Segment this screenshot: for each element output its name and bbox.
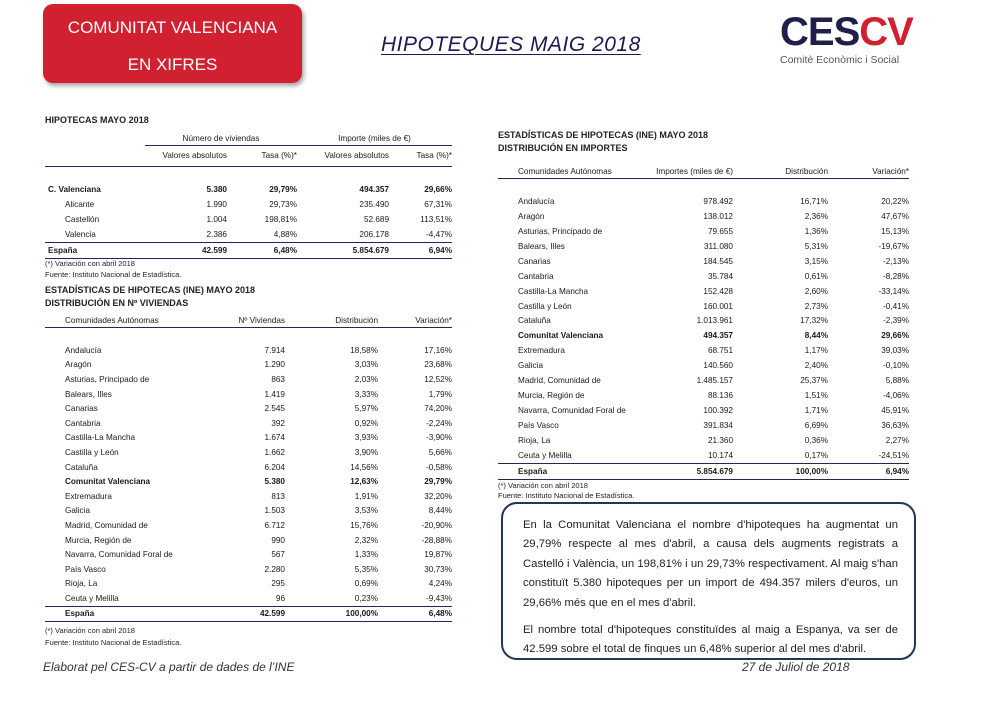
region-change: 15,13% [881, 226, 909, 236]
region-share: 3,03% [354, 360, 378, 370]
region-change: 36,63% [881, 421, 909, 431]
region-name: Aragón [65, 360, 92, 370]
region-change: 5,88% [885, 376, 909, 386]
region-name: Canarias [65, 404, 98, 414]
region-share: 14,56% [350, 462, 378, 472]
region-name: Comunitat Valenciana [518, 331, 604, 341]
table-row [45, 533, 452, 548]
region-name: Murcia, Región de [518, 391, 585, 401]
region-name: Comunitat Valenciana [65, 477, 151, 487]
region-value: 79.655 [707, 226, 733, 236]
region-name: Madrid, Comunidad de [65, 520, 148, 530]
table-row [45, 606, 452, 622]
region-change: -28,88% [421, 535, 452, 545]
table-row [45, 577, 452, 592]
region-name: Rioja, La [518, 435, 551, 445]
table-row [45, 431, 452, 446]
region-name: Castilla y León [518, 301, 572, 311]
table3-source: Fuente: Instituto Nacional de Estadística. [498, 491, 635, 500]
region-change: -2,13% [883, 256, 909, 266]
region-value: 68.751 [707, 346, 733, 356]
region-share: 0,36% [804, 435, 828, 445]
region-value: 1.013.961 [696, 316, 733, 326]
table3-header [498, 164, 909, 179]
table-row [45, 504, 452, 519]
region-value: 160.001 [703, 301, 733, 311]
region-change: 4,24% [428, 579, 452, 589]
region-change: -19,67% [878, 241, 909, 251]
region-share: 25,37% [800, 376, 828, 386]
region-value: 1.674 [264, 433, 285, 443]
footer-date: 27 de Juliol de 2018 [742, 660, 850, 674]
region-change: 23,68% [424, 360, 452, 370]
region-name: Castilla-La Mancha [65, 433, 136, 443]
region-change: -2,24% [426, 418, 452, 428]
region-value: 42.599 [195, 606, 285, 622]
summary-textbox [501, 502, 916, 660]
region-change: 74,20% [424, 404, 452, 414]
col-tasa: Tasa (%)* [389, 146, 452, 167]
region-value: 863 [271, 374, 285, 384]
region-value: 10.174 [707, 450, 733, 460]
region-name: Ceuta y Melilla [65, 593, 119, 603]
table-row [45, 387, 452, 402]
region-change: -24,51% [878, 450, 909, 460]
region-change: 32,20% [424, 491, 452, 501]
region-name: Extremadura [518, 346, 565, 356]
region-name: Navarra, Comunidad Foral de [65, 550, 173, 560]
region-share: 0,61% [804, 271, 828, 281]
col-variacion: Variación* [378, 313, 452, 328]
table-row [498, 209, 909, 224]
region-share: 3,90% [354, 447, 378, 457]
hipotecas-mayo-table [45, 131, 452, 259]
table-row [45, 591, 452, 606]
region-share: 6,69% [804, 421, 828, 431]
region-value: 6.712 [264, 520, 285, 530]
col-tasa: Tasa (%)* [227, 146, 297, 167]
region-share: 3,33% [354, 389, 378, 399]
table-row [45, 416, 452, 431]
region-value: 5.854.679 [638, 463, 733, 479]
region-name: España [498, 463, 638, 479]
table1-note: (*) Variación con abril 2018 [45, 259, 135, 268]
region-value: 391.834 [703, 421, 733, 431]
region-share: 17,32% [800, 316, 828, 326]
region-name: Cataluña [518, 316, 551, 326]
region-value: 1.503 [264, 506, 285, 516]
region-value: 88.136 [707, 391, 733, 401]
col-viviendas: Nº Viviendas [195, 313, 285, 328]
table-row: Castellón 1.004 198,81% 52.689 113,51% [65, 214, 452, 224]
header-banner [43, 4, 302, 83]
col-valores-absolutos: Valores absolutos [145, 146, 227, 167]
logo-mark-cv: CV [859, 10, 913, 54]
logo-mark-ces: CES [780, 10, 860, 54]
region-change: -33,14% [878, 286, 909, 296]
region-share: 18,58% [350, 345, 378, 355]
region-name: País Vasco [65, 564, 106, 574]
region-name: Asturias, Principado de [518, 226, 603, 236]
table-row [45, 401, 452, 416]
col-comunidades: Comunidades Autónomas [45, 313, 195, 328]
col-valores-absolutos: Valores absolutos [297, 146, 389, 167]
table-row [45, 489, 452, 504]
table3-title: ESTADÍSTICAS DE HIPOTECAS (INE) MAYO 2018 [498, 130, 709, 140]
region-name: Extremadura [65, 491, 112, 501]
region-name: Ceuta y Melilla [518, 450, 572, 460]
table2-source: Fuente: Instituto Nacional de Estadística. [45, 638, 182, 647]
region-share: 16,71% [800, 196, 828, 206]
table2-subtitle: DISTRIBUCIÓN EN Nº VIVIENDAS [45, 298, 189, 308]
table-row [498, 269, 909, 284]
region-share: 0,17% [804, 450, 828, 460]
summary-paragraph-2: El nombre total d'hipoteques constituïdes al maig a Espanya, va ser de 42.599 sobre el total de finques un 6,48% superior al del mes d'abril. [523, 624, 898, 656]
table-row [45, 445, 452, 460]
table3-note: (*) Variación con abril 2018 [498, 481, 588, 490]
region-value: 392 [271, 418, 285, 428]
region-value: 138.012 [703, 211, 733, 221]
region-value: 978.492 [703, 196, 733, 206]
region-name: Navarra, Comunidad Foral de [518, 406, 626, 416]
region-value: 2.545 [264, 404, 285, 414]
region-share: 2,73% [804, 301, 828, 311]
region-share: 1,17% [804, 346, 828, 356]
region-name: Aragón [518, 211, 545, 221]
region-name: País Vasco [518, 421, 559, 431]
region-change: 5,66% [428, 447, 452, 457]
region-share: 5,31% [804, 241, 828, 251]
region-share: 2,36% [804, 211, 828, 221]
region-share: 15,76% [350, 520, 378, 530]
region-value: 567 [271, 550, 285, 560]
region-change: 20,22% [881, 196, 909, 206]
table-row [45, 562, 452, 577]
table-row [45, 358, 452, 373]
region-change: 17,16% [424, 345, 452, 355]
table-row: España 42.599 6,48% 5.854.679 6,94% [45, 242, 452, 258]
region-value: 96 [275, 593, 285, 603]
region-value: 2.280 [264, 564, 285, 574]
region-share: 2,60% [804, 286, 828, 296]
region-change: 19,87% [424, 550, 452, 560]
logo-subtitle: Comitè Econòmic i Social [780, 54, 900, 66]
region-name: Andalucía [518, 196, 555, 206]
region-share: 0,69% [354, 579, 378, 589]
region-share: 100,00% [733, 463, 828, 479]
region-name: Cantabria [65, 418, 101, 428]
region-value: 7.914 [264, 345, 285, 355]
region-share: 5,35% [354, 564, 378, 574]
region-share: 1,71% [804, 406, 828, 416]
region-value: 152.428 [703, 286, 733, 296]
header-line-2: EN XIFRES [127, 55, 218, 74]
region-share: 3,15% [804, 256, 828, 266]
region-name: Castilla-La Mancha [518, 286, 589, 296]
region-name: Rioja, La [65, 579, 98, 589]
table-row [498, 239, 909, 254]
region-change: 39,03% [881, 346, 909, 356]
region-value: 1.290 [264, 360, 285, 370]
summary-paragraph-1: En la Comunitat Valenciana el nombre d'hipoteques ha augmentat un 29,79% respecte al mes d'abril, a causa dels augments registrats a Castelló i València, un 198,81% i un 29,73% respectivament. Al maig s'han constituït 5.380 hipoteques per un import de 494.357 milers d'euros, un 29,66% més que en el mes d'abril. [523, 519, 898, 609]
region-value: 311.080 [704, 241, 733, 251]
table-row [498, 418, 909, 433]
region-share: 5,97% [354, 404, 378, 414]
region-name: Canarias [518, 256, 551, 266]
region-value: 1.662 [264, 447, 285, 457]
region-name: Galicia [65, 506, 91, 516]
region-share: 2,32% [354, 535, 378, 545]
region-name: Murcia, Región de [65, 535, 132, 545]
region-change: 1,79% [428, 389, 452, 399]
table2-note: (*) Variación con abril 2018 [45, 626, 135, 635]
col-distribucion: Distribución [733, 164, 828, 179]
region-value: 21.360 [707, 435, 733, 445]
region-change: -8,28% [883, 271, 909, 281]
table-row: C. Valenciana 5.380 29,79% 494.357 29,66% [48, 184, 452, 194]
region-change: 12,52% [424, 374, 452, 384]
cescv-logo [780, 10, 913, 70]
table-row [498, 314, 909, 329]
region-change: 6,48% [378, 606, 452, 622]
group-viviendas: Número de viviendas [145, 131, 297, 146]
region-change: -3,90% [426, 433, 452, 443]
region-value: 990 [271, 535, 285, 545]
table1-group-header [45, 131, 452, 146]
region-change: -0,58% [426, 462, 452, 472]
region-value: 295 [271, 579, 285, 589]
region-value: 6.204 [264, 462, 285, 472]
region-value: 813 [271, 491, 285, 501]
region-share: 0,92% [354, 418, 378, 428]
region-share: 1,36% [804, 226, 828, 236]
table-row [498, 254, 909, 269]
table-row [498, 224, 909, 239]
group-importe: Importe (miles de €) [297, 131, 452, 146]
region-name: Cantabria [518, 271, 554, 281]
table3-subtitle: DISTRIBUCIÓN EN IMPORTES [498, 143, 628, 153]
table-row [45, 518, 452, 533]
region-change: 29,79% [424, 477, 452, 487]
region-change: -2,39% [883, 316, 909, 326]
region-change: -0,41% [883, 301, 909, 311]
table-row [498, 194, 909, 209]
table1-source: Fuente: Instituto Nacional de Estadística. [45, 270, 182, 279]
region-change: 30,73% [424, 564, 452, 574]
region-change: 47,67% [881, 211, 909, 221]
region-share: 3,93% [354, 433, 378, 443]
region-change: -20,90% [421, 520, 452, 530]
table-row: Alicante 1.990 29,73% 235.490 67,31% [65, 199, 452, 209]
region-change: -9,43% [426, 593, 452, 603]
table1-title: HIPOTECAS MAYO 2018 [45, 115, 149, 125]
region-share: 2,03% [354, 374, 378, 384]
region-share: 12,63% [350, 477, 378, 487]
table-row [498, 299, 909, 314]
viviendas-table [45, 313, 452, 622]
region-name: España [45, 606, 195, 622]
region-value: 35.784 [707, 271, 733, 281]
region-value: 140.560 [703, 361, 733, 371]
region-value: 5.380 [264, 477, 285, 487]
region-share: 3,53% [354, 506, 378, 516]
region-name: Galicia [518, 361, 544, 371]
table-row: Valencia 2.386 4,88% 206.178 -4,47% [65, 229, 452, 239]
importes-table [498, 164, 909, 480]
region-name: Balears, Illes [518, 241, 565, 251]
table2-title: ESTADÍSTICAS DE HIPOTECAS (INE) MAYO 2018 [45, 285, 256, 295]
footer-source: Elaborat pel CES-CV a partir de dades de l’INE [43, 660, 295, 674]
region-change: 8,44% [428, 506, 452, 516]
table-row [45, 343, 452, 358]
region-name: Castilla y León [65, 447, 119, 457]
region-value: 1.419 [264, 389, 285, 399]
table1-col-header [45, 146, 452, 167]
region-change: 29,66% [881, 331, 909, 341]
table-row [498, 433, 909, 448]
region-change: -4,06% [883, 391, 909, 401]
table-row [498, 373, 909, 388]
header-line-1: COMUNITAT VALENCIANA [67, 18, 278, 37]
table-row [45, 474, 452, 489]
region-share: 1,91% [354, 491, 378, 501]
table-row [498, 388, 909, 403]
region-share: 8,44% [804, 331, 828, 341]
region-share: 1,33% [354, 550, 378, 560]
region-change: -0,10% [883, 361, 909, 371]
region-change: 45,91% [881, 406, 909, 416]
region-value: 184.545 [703, 256, 733, 266]
region-name: Andalucía [65, 345, 102, 355]
region-change: 2,27% [885, 435, 909, 445]
region-value: 1.485.157 [696, 376, 733, 386]
col-comunidades: Comunidades Autónomas [498, 164, 638, 179]
table2-header [45, 313, 452, 328]
table-row [45, 372, 452, 387]
table-row [498, 448, 909, 463]
table-row [45, 547, 452, 562]
table-row [498, 358, 909, 373]
region-change: 6,94% [828, 463, 909, 479]
table-row [45, 460, 452, 475]
table-row [498, 328, 909, 343]
col-variacion: Variación* [828, 164, 909, 179]
table-row [498, 403, 909, 418]
page-title: HIPOTEQUES MAIG 2018 [381, 33, 641, 56]
region-share: 1,51% [804, 391, 828, 401]
table-row [498, 284, 909, 299]
region-name: Madrid, Comunidad de [518, 376, 601, 386]
region-name: Balears, Illes [65, 389, 112, 399]
region-value: 100.392 [703, 406, 733, 416]
region-name: Cataluña [65, 462, 98, 472]
table-row [498, 343, 909, 358]
region-share: 100,00% [285, 606, 378, 622]
table-row [498, 463, 909, 479]
col-distribucion: Distribución [285, 313, 378, 328]
region-share: 2,40% [804, 361, 828, 371]
region-share: 0,23% [354, 593, 378, 603]
col-importes: Importes (miles de €) [638, 164, 733, 179]
region-name: Asturias, Principado de [65, 374, 150, 384]
region-value: 494.357 [703, 331, 733, 341]
